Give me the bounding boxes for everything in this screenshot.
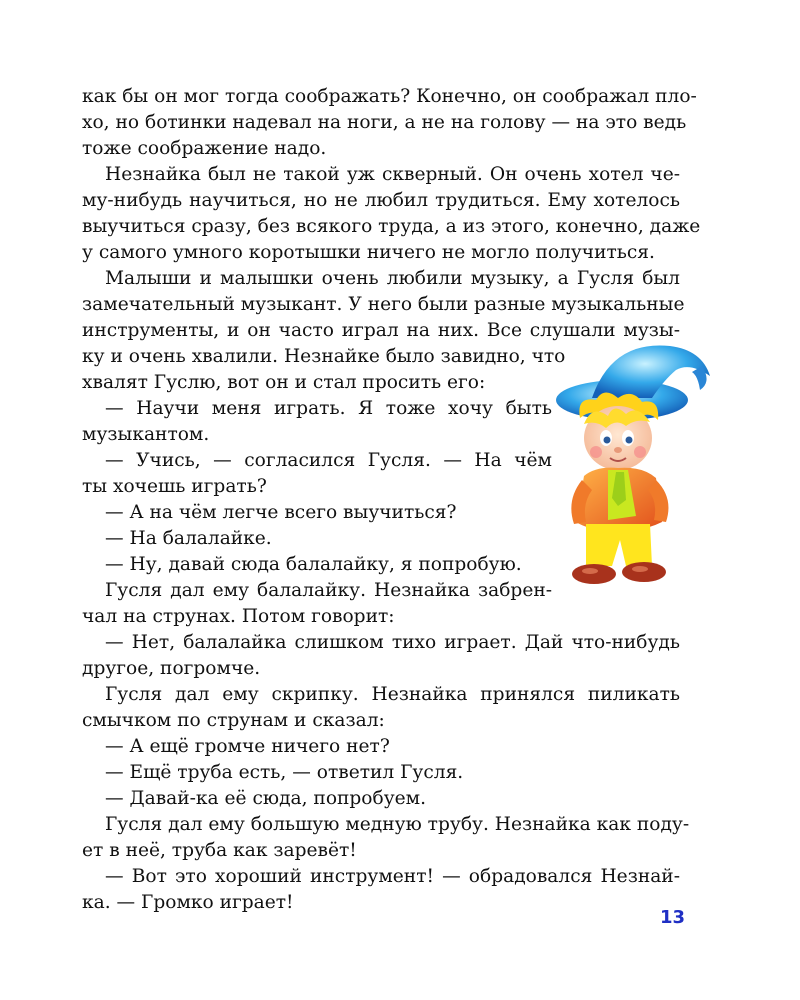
text-line: смычком по струнам и сказал: bbox=[82, 710, 385, 731]
text-line: му-нибудь научиться, но не любил трудиться. Ему хотелось bbox=[82, 190, 680, 211]
text-line: — Вот это хороший инструмент! — обрадовался Незнай- bbox=[105, 866, 680, 887]
text-line: — Научи меня играть. Я тоже хочу быть bbox=[105, 398, 552, 419]
text-line: ку и очень хвалили. Незнайке было завидно, что bbox=[82, 346, 566, 367]
text-line: Малыши и малышки очень любили музыку, а Гусля был bbox=[105, 268, 680, 289]
text-line: другое, погромче. bbox=[82, 658, 261, 679]
page-number: 13 bbox=[660, 907, 686, 928]
text-line: у самого умного коротышки ничего не могло получиться. bbox=[82, 242, 655, 263]
text-line: Гусля дал ему балалайку. Незнайка забрен- bbox=[105, 580, 552, 601]
text-line: ты хочешь играть? bbox=[82, 476, 267, 497]
text-line: хвалят Гуслю, вот он и стал просить его: bbox=[82, 372, 486, 393]
dialogue-4 bbox=[82, 526, 552, 552]
paragraph-3 bbox=[82, 266, 685, 344]
text-line: чал на струнах. Потом говорит: bbox=[82, 606, 395, 627]
text-line: ка. — Громко играет! bbox=[82, 892, 294, 913]
text-line: — На балалайке. bbox=[105, 528, 272, 549]
dialogue-10 bbox=[82, 864, 680, 916]
text-line: — Нет, балалайка слишком тихо играет. Дай что-нибудь bbox=[105, 632, 680, 653]
text-line: тоже соображение надо. bbox=[82, 138, 327, 159]
paragraph-2 bbox=[82, 162, 701, 266]
paragraph-3-narrow bbox=[82, 344, 566, 396]
dialogue-9 bbox=[82, 786, 680, 812]
text-line: — Ещё труба есть, — ответил Гусля. bbox=[105, 762, 464, 783]
text-line: ет в неё, труба как заревёт! bbox=[82, 840, 357, 861]
text-line: — А ещё громче ничего нет? bbox=[105, 736, 390, 757]
neznayka-illustration bbox=[552, 340, 712, 600]
text-line: музыкантом. bbox=[82, 424, 210, 445]
text-line: замечательный музыкант. У него были разные музыкальные bbox=[82, 294, 685, 315]
text-line: — Учись, — согласился Гусля. — На чём bbox=[105, 450, 552, 471]
dialogue-8 bbox=[82, 760, 680, 786]
text-line: как бы он мог тогда соображать? Конечно, он соображал пло- bbox=[82, 86, 697, 107]
dialogue-7 bbox=[82, 734, 680, 760]
paragraph-1 bbox=[82, 84, 697, 162]
dialogue-1 bbox=[82, 396, 552, 448]
text-line: Незнайка был не такой уж скверный. Он очень хотел че- bbox=[105, 164, 680, 185]
text-line: Гусля дал ему большую медную трубу. Незнайка как поду- bbox=[105, 814, 690, 835]
paragraph-6 bbox=[82, 812, 690, 864]
dialogue-3 bbox=[82, 500, 552, 526]
text-line: — Давай-ка её сюда, попробуем. bbox=[105, 788, 427, 809]
boy-in-blue-hat-icon bbox=[552, 340, 712, 600]
text-line: — А на чём легче всего выучиться? bbox=[105, 502, 457, 523]
text-line: выучиться сразу, без всякого труда, а из этого, конечно, даже bbox=[82, 216, 701, 237]
dialogue-5 bbox=[82, 552, 552, 578]
text-line: инструменты, и он часто играл на них. Все слушали музы- bbox=[82, 320, 680, 341]
dialogue-2 bbox=[82, 448, 552, 500]
text-line: хо, но ботинки надевал на ноги, а не на голову — на это ведь bbox=[82, 112, 687, 133]
paragraph-4 bbox=[82, 578, 552, 630]
paragraph-5 bbox=[82, 682, 680, 734]
dialogue-6 bbox=[82, 630, 680, 682]
text-line: — Ну, давай сюда балалайку, я попробую. bbox=[105, 554, 522, 575]
text-line: Гусля дал ему скрипку. Незнайка принялся пиликать bbox=[105, 684, 680, 705]
